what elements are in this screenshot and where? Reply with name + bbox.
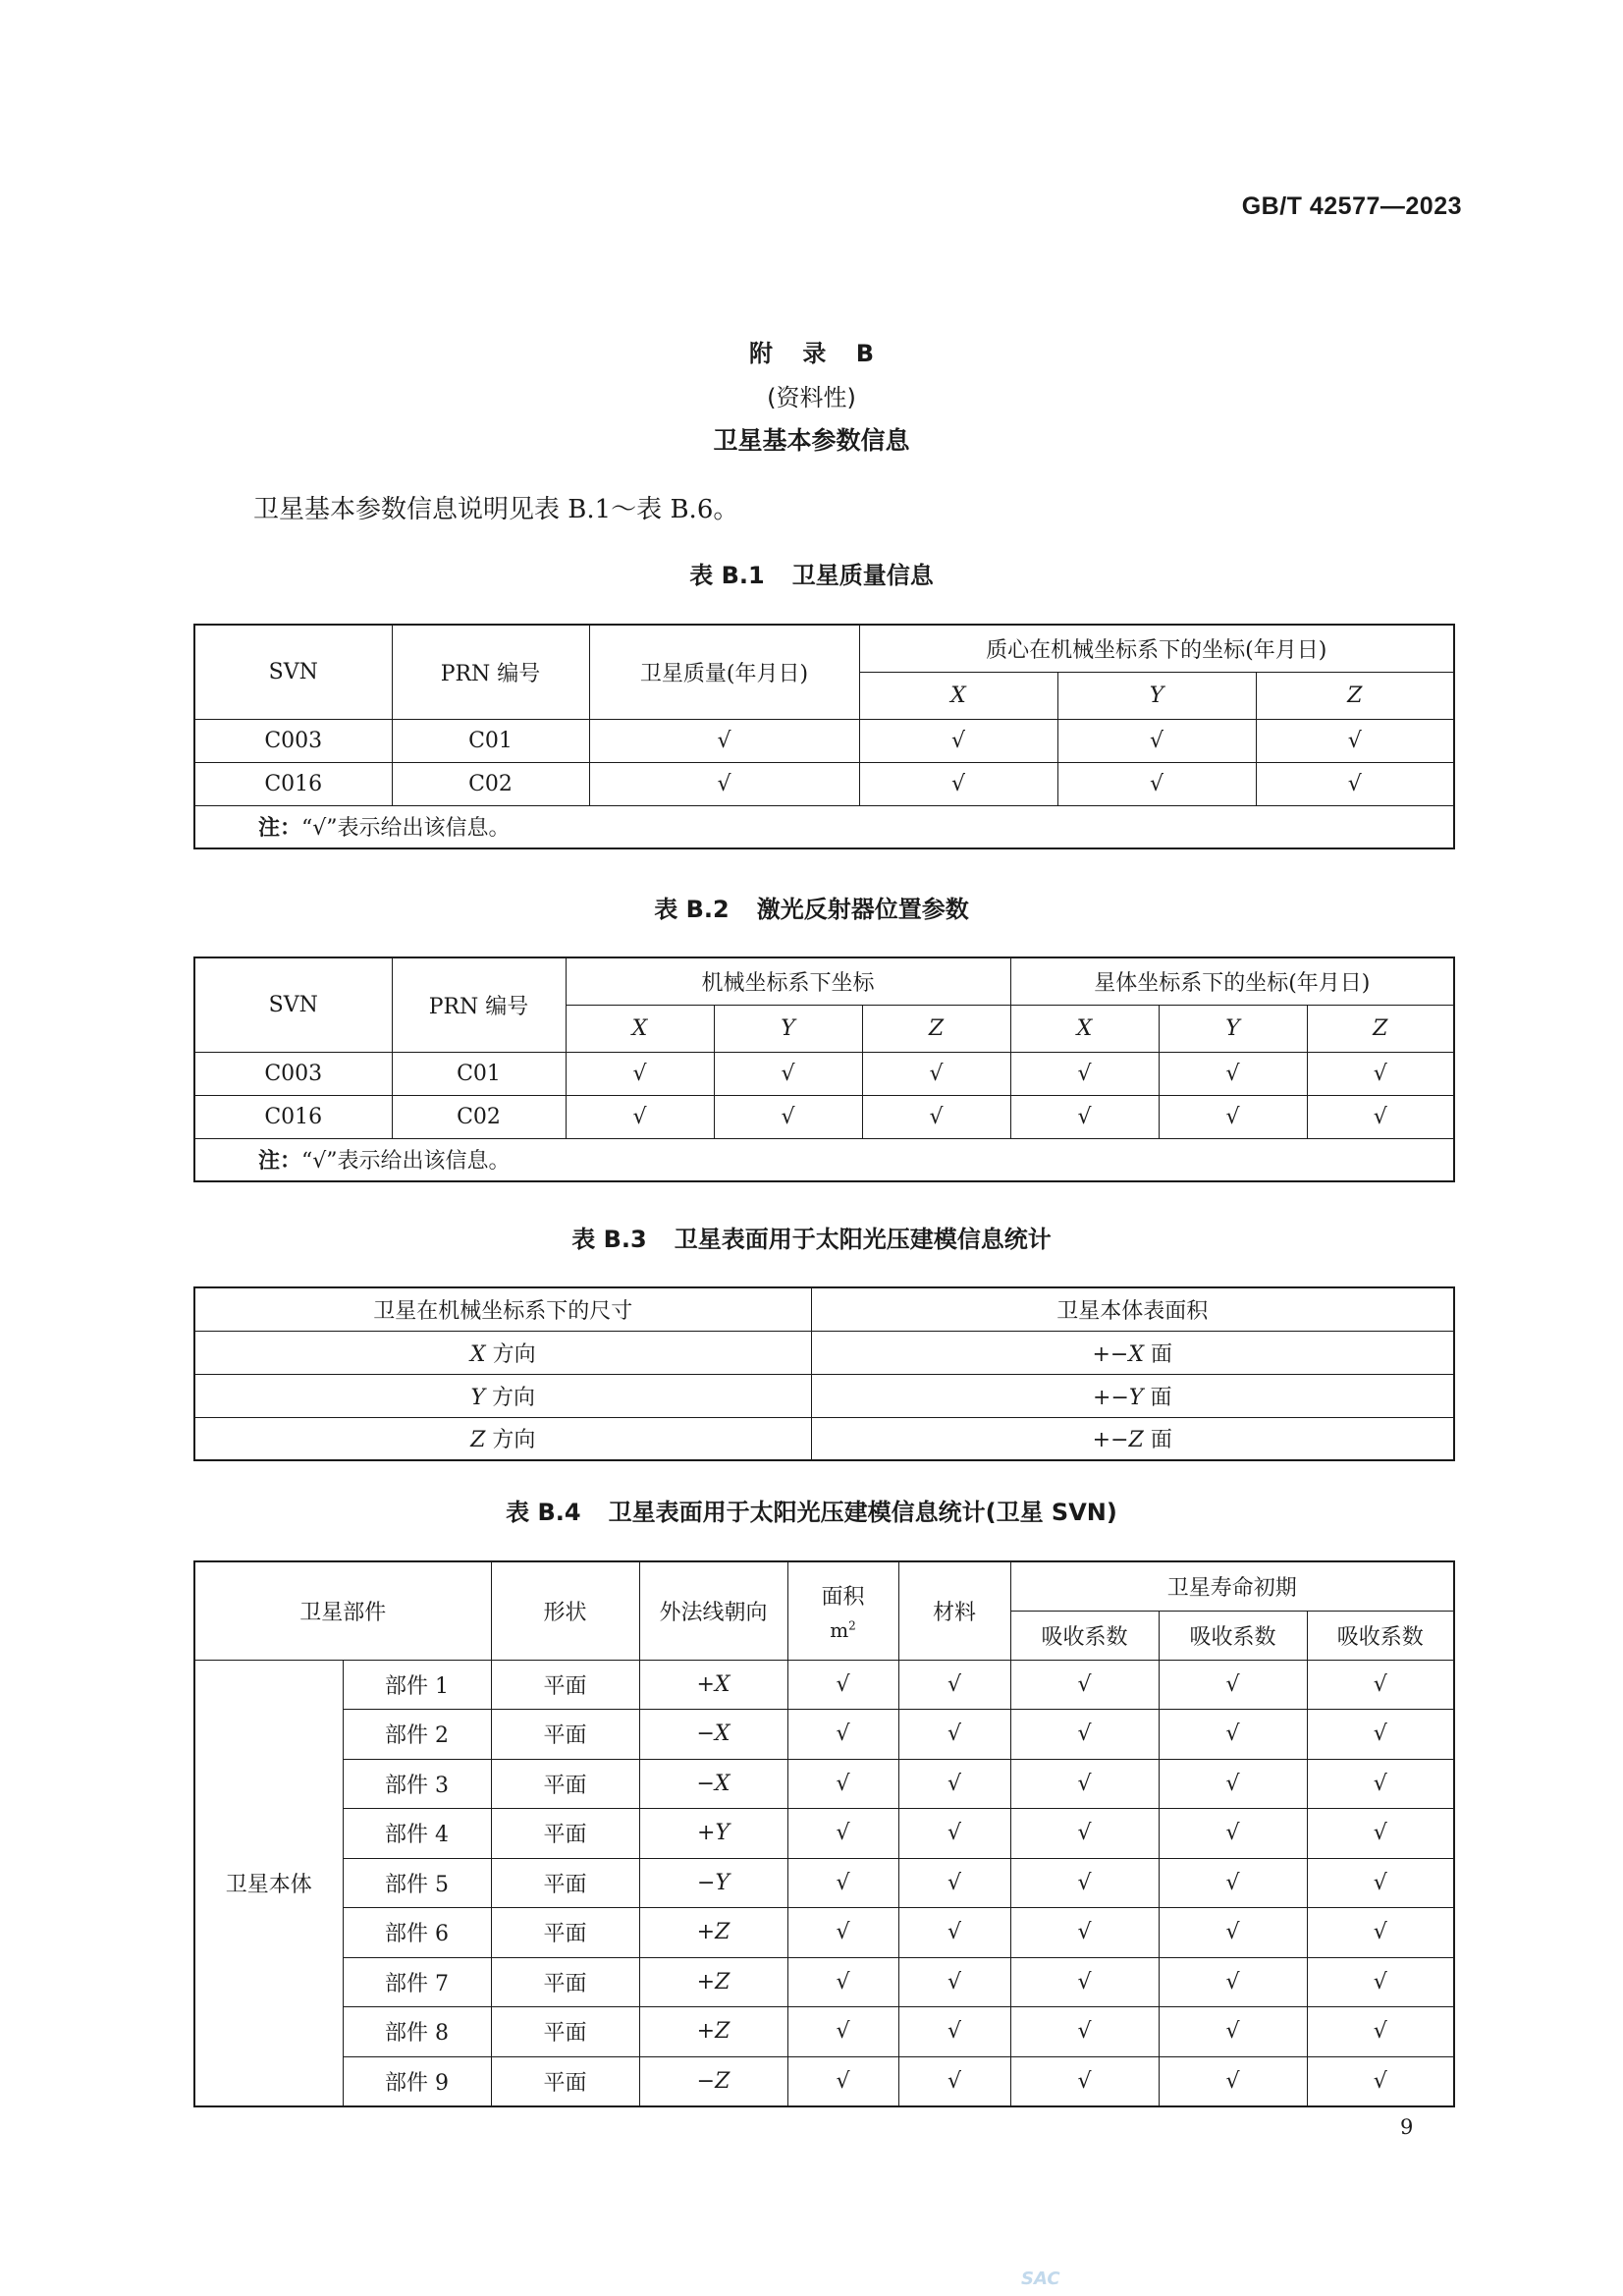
- normal-cell: [639, 1660, 787, 1710]
- table-row: [194, 762, 1454, 805]
- table-row: [194, 1759, 1454, 1809]
- table-b2-header-body-y: Y: [1159, 1005, 1307, 1052]
- shape-cell: 平面: [491, 1957, 639, 2007]
- normal-axis: X: [714, 1671, 730, 1697]
- table-b2-header-body-x: X: [1010, 1005, 1159, 1052]
- direction-cell: [194, 1374, 811, 1417]
- check-cell: √: [1307, 1660, 1454, 1710]
- face-label: 面: [1150, 1428, 1172, 1453]
- part-cell: 部件 3: [343, 1759, 491, 1809]
- check-cell: √: [787, 2007, 898, 2057]
- component-group-cell: 卫星本体: [194, 1660, 343, 2106]
- normal-sign: −: [696, 2068, 716, 2094]
- normal-axis: Y: [715, 1821, 730, 1846]
- table-b1-header-mass: 卫星质量(年月日): [589, 625, 859, 719]
- normal-axis: Z: [715, 2019, 730, 2045]
- shape-cell: 平面: [491, 2056, 639, 2106]
- table-row: [194, 1052, 1454, 1095]
- shape-cell: 平面: [491, 1908, 639, 1958]
- normal-cell: [639, 1957, 787, 2007]
- part-cell: 部件 6: [343, 1908, 491, 1958]
- table-b2-caption-number: 表 B.2: [654, 896, 730, 923]
- table-b4-caption-title: 卫星表面用于太阳光压建模信息统计(卫星 SVN): [608, 1499, 1117, 1526]
- check-cell: √: [1307, 1710, 1454, 1760]
- normal-sign: +: [696, 1671, 715, 1697]
- check-cell: √: [1010, 1759, 1159, 1809]
- area-label: 面积: [821, 1584, 865, 1610]
- svn-cell: C016: [194, 1095, 392, 1138]
- face-label: 面: [1151, 1341, 1173, 1367]
- area-unit-base: m: [830, 1617, 849, 1642]
- table-row: [194, 719, 1454, 762]
- table-row: [194, 1660, 1454, 1710]
- check-cell: √: [1010, 2007, 1159, 2057]
- table-b2-header-mech-y: Y: [714, 1005, 862, 1052]
- check-cell: √: [1256, 762, 1454, 805]
- table-b1-header-x: X: [859, 672, 1057, 719]
- note-text: “√”表示给出该信息。: [301, 1149, 511, 1175]
- face-sign: +−: [1093, 1385, 1129, 1410]
- table-b1-header-z: Z: [1256, 672, 1454, 719]
- table-b4-caption-number: 表 B.4: [506, 1499, 581, 1526]
- check-cell: √: [859, 762, 1057, 805]
- intro-paragraph: 卫星基本参数信息说明见表 B.1～表 B.6。: [253, 495, 739, 524]
- table-b1-note: [194, 805, 1454, 848]
- check-cell: √: [566, 1095, 714, 1138]
- normal-sign: −: [696, 1722, 715, 1747]
- part-cell: 部件 7: [343, 1957, 491, 2007]
- table-b4-header-bol: 卫星寿命初期: [1010, 1561, 1454, 1611]
- prn-cell: C02: [392, 762, 589, 805]
- table-b4-header-absorption-1: 吸收系数: [1010, 1611, 1159, 1660]
- check-cell: √: [787, 2056, 898, 2106]
- check-cell: √: [898, 1660, 1010, 1710]
- check-cell: √: [1307, 1809, 1454, 1859]
- note-text: “√”表示给出该信息。: [301, 816, 511, 842]
- check-cell: √: [1159, 1957, 1307, 2007]
- note-label: 注：: [258, 816, 302, 842]
- sac-watermark-logo: SAC: [1021, 2269, 1060, 2289]
- table-b4-header-material: 材料: [898, 1561, 1010, 1660]
- normal-sign: +: [696, 2019, 716, 2045]
- appendix-name: 卫星基本参数信息: [713, 426, 910, 455]
- check-cell: √: [787, 1759, 898, 1809]
- part-cell: 部件 5: [343, 1858, 491, 1908]
- check-cell: √: [898, 1908, 1010, 1958]
- check-cell: √: [1010, 1957, 1159, 2007]
- table-row: [194, 1710, 1454, 1760]
- table-b4-header-absorption-3: 吸收系数: [1307, 1611, 1454, 1660]
- table-b4-header-area: [787, 1561, 898, 1660]
- part-cell: 部件 2: [343, 1710, 491, 1760]
- check-cell: √: [1307, 1759, 1454, 1809]
- part-cell: 部件 8: [343, 2007, 491, 2057]
- table-b4-header-shape: 形状: [491, 1561, 639, 1660]
- check-cell: √: [898, 1759, 1010, 1809]
- check-cell: √: [1307, 1957, 1454, 2007]
- check-cell: √: [787, 1908, 898, 1958]
- check-cell: √: [1159, 1809, 1307, 1859]
- check-cell: √: [787, 1957, 898, 2007]
- shape-cell: 平面: [491, 1710, 639, 1760]
- table-b1-caption-title: 卫星质量信息: [791, 562, 934, 589]
- table-b1: [193, 624, 1455, 849]
- shape-cell: 平面: [491, 1809, 639, 1859]
- normal-cell: [639, 1858, 787, 1908]
- table-b2-header-prn: PRN 编号: [392, 957, 566, 1052]
- check-cell: √: [714, 1095, 862, 1138]
- check-cell: √: [714, 1052, 862, 1095]
- face-label: 面: [1150, 1385, 1172, 1410]
- note-label: 注：: [258, 1149, 302, 1175]
- normal-axis: Y: [715, 1870, 730, 1895]
- table-row: [194, 1331, 1454, 1374]
- table-row: [194, 1809, 1454, 1859]
- table-b4-caption: [0, 1493, 1623, 1527]
- direction-cell: [194, 1417, 811, 1460]
- normal-axis: Z: [715, 1969, 730, 1995]
- check-cell: √: [1159, 2056, 1307, 2106]
- check-cell: √: [1159, 2007, 1307, 2057]
- normal-cell: [639, 2056, 787, 2106]
- check-cell: √: [1010, 2056, 1159, 2106]
- face-axis: X: [1128, 1341, 1145, 1367]
- check-cell: √: [1159, 1095, 1307, 1138]
- check-cell: √: [589, 719, 859, 762]
- table-row: [194, 1957, 1454, 2007]
- table-b2-caption: [0, 890, 1623, 924]
- table-b2-header-mechanical: 机械坐标系下坐标: [566, 957, 1010, 1005]
- table-row: [194, 2007, 1454, 2057]
- check-cell: √: [1010, 1710, 1159, 1760]
- face-cell: [811, 1374, 1454, 1417]
- table-b2-header-body: 星体坐标系下的坐标(年月日): [1010, 957, 1454, 1005]
- area-unit: [788, 1618, 898, 1642]
- check-cell: √: [862, 1052, 1010, 1095]
- table-b3: [193, 1286, 1455, 1461]
- normal-cell: [639, 2007, 787, 2057]
- check-cell: √: [1010, 1809, 1159, 1859]
- check-cell: √: [1159, 1759, 1307, 1809]
- svn-cell: C003: [194, 719, 392, 762]
- check-cell: √: [1307, 1095, 1454, 1138]
- normal-sign: +: [697, 1821, 716, 1846]
- table-b1-header-svn: SVN: [194, 625, 392, 719]
- check-cell: √: [898, 1809, 1010, 1859]
- normal-axis: Z: [715, 1920, 730, 1945]
- table-b1-caption: [0, 556, 1623, 590]
- check-cell: √: [1159, 1660, 1307, 1710]
- normal-sign: +: [696, 1969, 716, 1995]
- table-b4-header-absorption-2: 吸收系数: [1159, 1611, 1307, 1660]
- normal-sign: −: [696, 1771, 715, 1796]
- check-cell: √: [787, 1858, 898, 1908]
- part-cell: 部件 9: [343, 2056, 491, 2106]
- face-axis: Z: [1128, 1428, 1144, 1453]
- table-b2-header-mech-z: Z: [862, 1005, 1010, 1052]
- prn-cell: C02: [392, 1095, 566, 1138]
- normal-axis: X: [714, 1771, 730, 1796]
- table-b2-note: [194, 1138, 1454, 1181]
- check-cell: √: [1159, 1858, 1307, 1908]
- axis-label: Z: [470, 1428, 486, 1453]
- face-sign: +−: [1092, 1428, 1129, 1453]
- direction-label: 方向: [492, 1428, 536, 1453]
- table-row: [194, 1095, 1454, 1138]
- page-number: 9: [1400, 2115, 1414, 2139]
- prn-cell: C01: [392, 1052, 566, 1095]
- direction-label: 方向: [492, 1341, 536, 1367]
- table-b2: [193, 957, 1455, 1182]
- table-b3-header-area: 卫星本体表面积: [811, 1287, 1454, 1331]
- table-b3-caption-number: 表 B.3: [571, 1226, 647, 1253]
- check-cell: √: [1307, 2007, 1454, 2057]
- normal-cell: [639, 1710, 787, 1760]
- svn-cell: C003: [194, 1052, 392, 1095]
- check-cell: √: [589, 762, 859, 805]
- check-cell: √: [1010, 1908, 1159, 1958]
- check-cell: √: [898, 2056, 1010, 2106]
- check-cell: √: [1256, 719, 1454, 762]
- shape-cell: 平面: [491, 1858, 639, 1908]
- table-row: [194, 1374, 1454, 1417]
- check-cell: √: [787, 1710, 898, 1760]
- normal-axis: X: [714, 1722, 730, 1747]
- face-cell: [811, 1331, 1454, 1374]
- table-row: [194, 2056, 1454, 2106]
- table-b4-header-normal: 外法线朝向: [639, 1561, 787, 1660]
- check-cell: √: [898, 1710, 1010, 1760]
- check-cell: √: [1159, 1908, 1307, 1958]
- table-b1-header-y: Y: [1057, 672, 1256, 719]
- check-cell: √: [898, 2007, 1010, 2057]
- check-cell: √: [1010, 1858, 1159, 1908]
- table-b2-header-svn: SVN: [194, 957, 392, 1052]
- table-b1-header-prn: PRN 编号: [392, 625, 589, 719]
- check-cell: √: [1159, 1052, 1307, 1095]
- direction-cell: [194, 1331, 811, 1374]
- svn-cell: C016: [194, 762, 392, 805]
- table-b1-caption-number: 表 B.1: [689, 562, 765, 589]
- face-axis: Y: [1128, 1385, 1144, 1410]
- part-cell: 部件 1: [343, 1660, 491, 1710]
- shape-cell: 平面: [491, 1660, 639, 1710]
- shape-cell: 平面: [491, 2007, 639, 2057]
- check-cell: √: [1307, 1052, 1454, 1095]
- check-cell: √: [1307, 2056, 1454, 2106]
- part-cell: 部件 4: [343, 1809, 491, 1859]
- table-b3-caption-title: 卫星表面用于太阳光压建模信息统计: [674, 1226, 1052, 1253]
- normal-cell: [639, 1809, 787, 1859]
- check-cell: √: [1307, 1908, 1454, 1958]
- check-cell: √: [862, 1095, 1010, 1138]
- table-b4-header-component: 卫星部件: [194, 1561, 491, 1660]
- check-cell: √: [787, 1660, 898, 1710]
- check-cell: √: [1010, 1052, 1159, 1095]
- normal-cell: [639, 1759, 787, 1809]
- face-sign: +−: [1092, 1341, 1129, 1367]
- check-cell: √: [1010, 1660, 1159, 1710]
- table-b1-header-com: 质心在机械坐标系下的坐标(年月日): [859, 625, 1454, 672]
- prn-cell: C01: [392, 719, 589, 762]
- check-cell: √: [859, 719, 1057, 762]
- check-cell: √: [787, 1809, 898, 1859]
- check-cell: √: [1159, 1710, 1307, 1760]
- axis-label: Y: [470, 1385, 485, 1410]
- table-b3-header-size: 卫星在机械坐标系下的尺寸: [194, 1287, 811, 1331]
- axis-label: X: [469, 1341, 486, 1367]
- appendix-type: (资料性): [767, 384, 856, 411]
- check-cell: √: [1057, 762, 1256, 805]
- standard-number: GB/T 42577—2023: [1241, 192, 1462, 220]
- table-b3-caption: [0, 1220, 1623, 1254]
- check-cell: √: [1307, 1858, 1454, 1908]
- table-b2-caption-title: 激光反射器位置参数: [756, 896, 969, 923]
- table-b2-header-body-z: Z: [1307, 1005, 1454, 1052]
- area-unit-exponent: 2: [848, 1618, 856, 1633]
- check-cell: √: [898, 1858, 1010, 1908]
- check-cell: √: [1010, 1095, 1159, 1138]
- table-row: [194, 1908, 1454, 1958]
- normal-cell: [639, 1908, 787, 1958]
- direction-label: 方向: [492, 1385, 536, 1410]
- shape-cell: 平面: [491, 1759, 639, 1809]
- table-b4: [193, 1560, 1455, 2107]
- normal-sign: +: [696, 1920, 716, 1945]
- table-row: [194, 1417, 1454, 1460]
- table-row: [194, 1858, 1454, 1908]
- normal-axis: Z: [715, 2068, 730, 2094]
- check-cell: √: [898, 1957, 1010, 2007]
- face-cell: [811, 1417, 1454, 1460]
- check-cell: √: [566, 1052, 714, 1095]
- normal-sign: −: [697, 1870, 716, 1895]
- check-cell: √: [1057, 719, 1256, 762]
- appendix-title: 附 录 B: [748, 340, 874, 367]
- table-b2-header-mech-x: X: [566, 1005, 714, 1052]
